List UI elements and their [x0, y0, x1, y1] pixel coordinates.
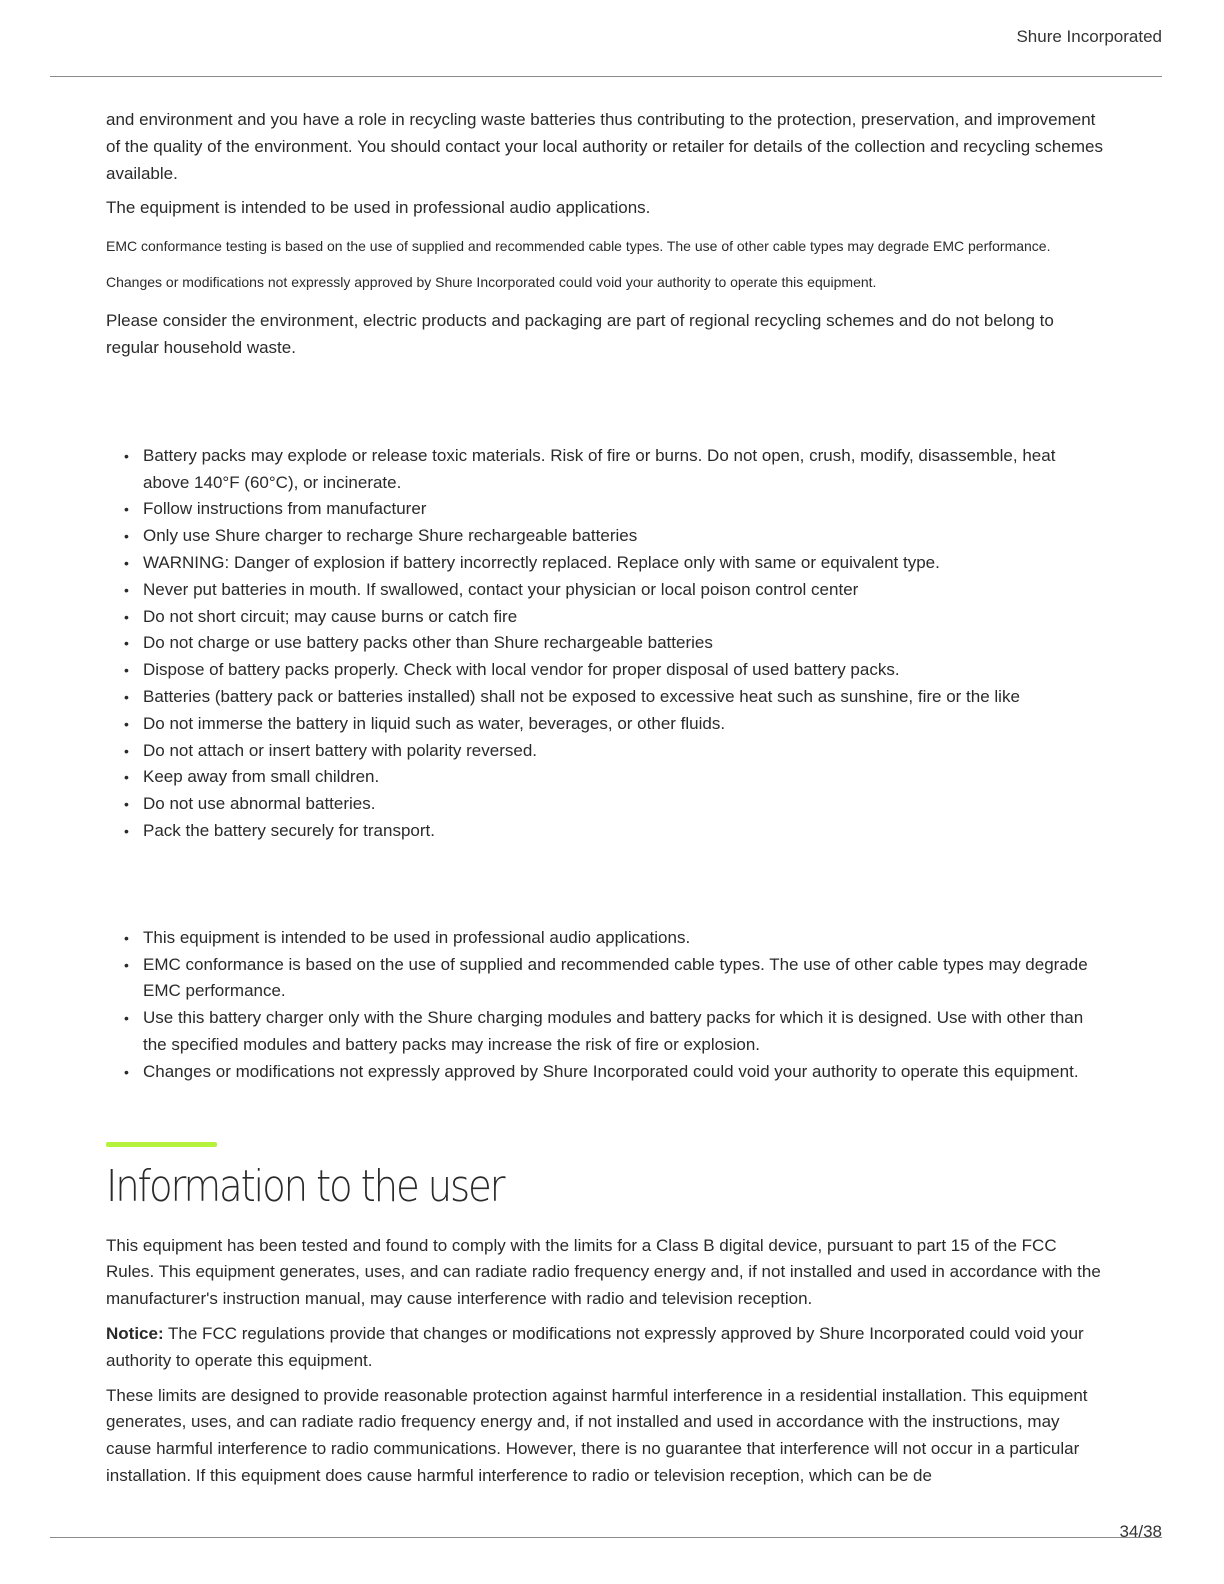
list-item: • Use this battery charger only with the Shure charging modules and battery packs for which it is designed. Use with other than the specified modules and battery packs may increase the risk of fire or explosion.	[143, 1005, 1106, 1059]
list-item: • EMC conformance is based on the use of supplied and recommended cable types. The use of other cable types may degrade EMC performance.	[143, 952, 1106, 1006]
list-item: • Dispose of battery packs properly. Check with local vendor for proper disposal of used battery packs.	[143, 657, 1106, 684]
notice-text: The FCC regulations provide that changes or modifications not expressly approved by Shure Incorporated could void your authority to operate this equipment.	[106, 1323, 1084, 1370]
list-item: • Keep away from small children.	[143, 764, 1106, 791]
fcc-compliance-paragraph: This equipment has been tested and found to comply with the limits for a Class B digital device, pursuant to part 15 of the FCC Rules. This equipment generates, uses, and can radiate radio frequency energy and, if not installed and used in accordance with the manufacturer's instruction manual, may cause interference with radio and television reception.	[106, 1235, 1101, 1309]
list-item: • Never put batteries in mouth. If swallowed, contact your physician or local poison control center	[143, 577, 1106, 604]
list-item: • Changes or modifications not expressly approved by Shure Incorporated could void your authority to operate this equipment.	[143, 1059, 1106, 1086]
professional-use-paragraph: The equipment is intended to be used in professional audio applications.	[106, 198, 651, 218]
list-item: • WARNING: Danger of explosion if battery incorrectly replaced. Replace only with same or equivalent type.	[143, 550, 1106, 577]
list-item: • Battery packs may explode or release toxic materials. Risk of fire or burns. Do not open, crush, modify, disassemble, heat above 140°F (60°C), or incinerate.	[143, 443, 1106, 497]
modifications-note: Changes or modifications not expressly approved by Shure Incorporated could void your authority to operate this equipment.	[106, 274, 877, 291]
fcc-notice-paragraph	[106, 1321, 1106, 1375]
notice-label: Notice:	[106, 1323, 164, 1343]
page-content	[106, 107, 1106, 1490]
header-divider	[50, 76, 1162, 77]
emc-testing-note: EMC conformance testing is based on the use of supplied and recommended cable types. The use of other cable types may degrade EMC performance.	[106, 238, 1051, 255]
list-item: • Only use Shure charger to recharge Shure rechargeable batteries	[143, 523, 1106, 550]
list-item: • Do not charge or use battery packs other than Shure rechargeable batteries	[143, 630, 1106, 657]
battery-warnings-list	[106, 443, 1106, 845]
footer-divider	[50, 1537, 1162, 1538]
page-number: 34/38	[1119, 1522, 1162, 1541]
list-item: • Do not use abnormal batteries.	[143, 791, 1106, 818]
section-accent-bar	[106, 1142, 217, 1147]
recycling-paragraph: and environment and you have a role in recycling waste batteries thus contributing to the protection, preservation, and improvement of the quality of the environment. You should contact your local authority or retailer for details of the collection and recycling schemes available.	[106, 110, 1103, 183]
list-item: • This equipment is intended to be used in professional audio applications.	[143, 925, 1106, 952]
interference-limits-paragraph: These limits are designed to provide reasonable protection against harmful interference in a residential installation. This equipment generates, uses, and can radiate radio frequency energy and, if not installed and used in accordance with the instructions, may cause harmful interference to radio communications. However, there is no guarantee that interference will not occur in a particular installation. If this equipment does cause harmful interference to radio or television reception, which can be de	[106, 1385, 1088, 1485]
environment-paragraph: Please consider the environment, electric products and packaging are part of regional recycling schemes and do not belong to regular household waste.	[106, 311, 1054, 357]
list-item: • Follow instructions from manufacturer	[143, 496, 1106, 523]
list-item: • Do not short circuit; may cause burns or catch fire	[143, 604, 1106, 631]
list-item: • Do not immerse the battery in liquid such as water, beverages, or other fluids.	[143, 711, 1106, 738]
list-item: • Do not attach or insert battery with polarity reversed.	[143, 738, 1106, 765]
header-company-name: Shure Incorporated	[1016, 27, 1162, 46]
list-item: • Pack the battery securely for transport.	[143, 818, 1106, 845]
section-heading: Information to the user	[106, 1160, 504, 1212]
list-item: • Batteries (battery pack or batteries installed) shall not be exposed to excessive heat such as sunshine, fire or the like	[143, 684, 1106, 711]
charger-notes-list	[106, 925, 1106, 1086]
